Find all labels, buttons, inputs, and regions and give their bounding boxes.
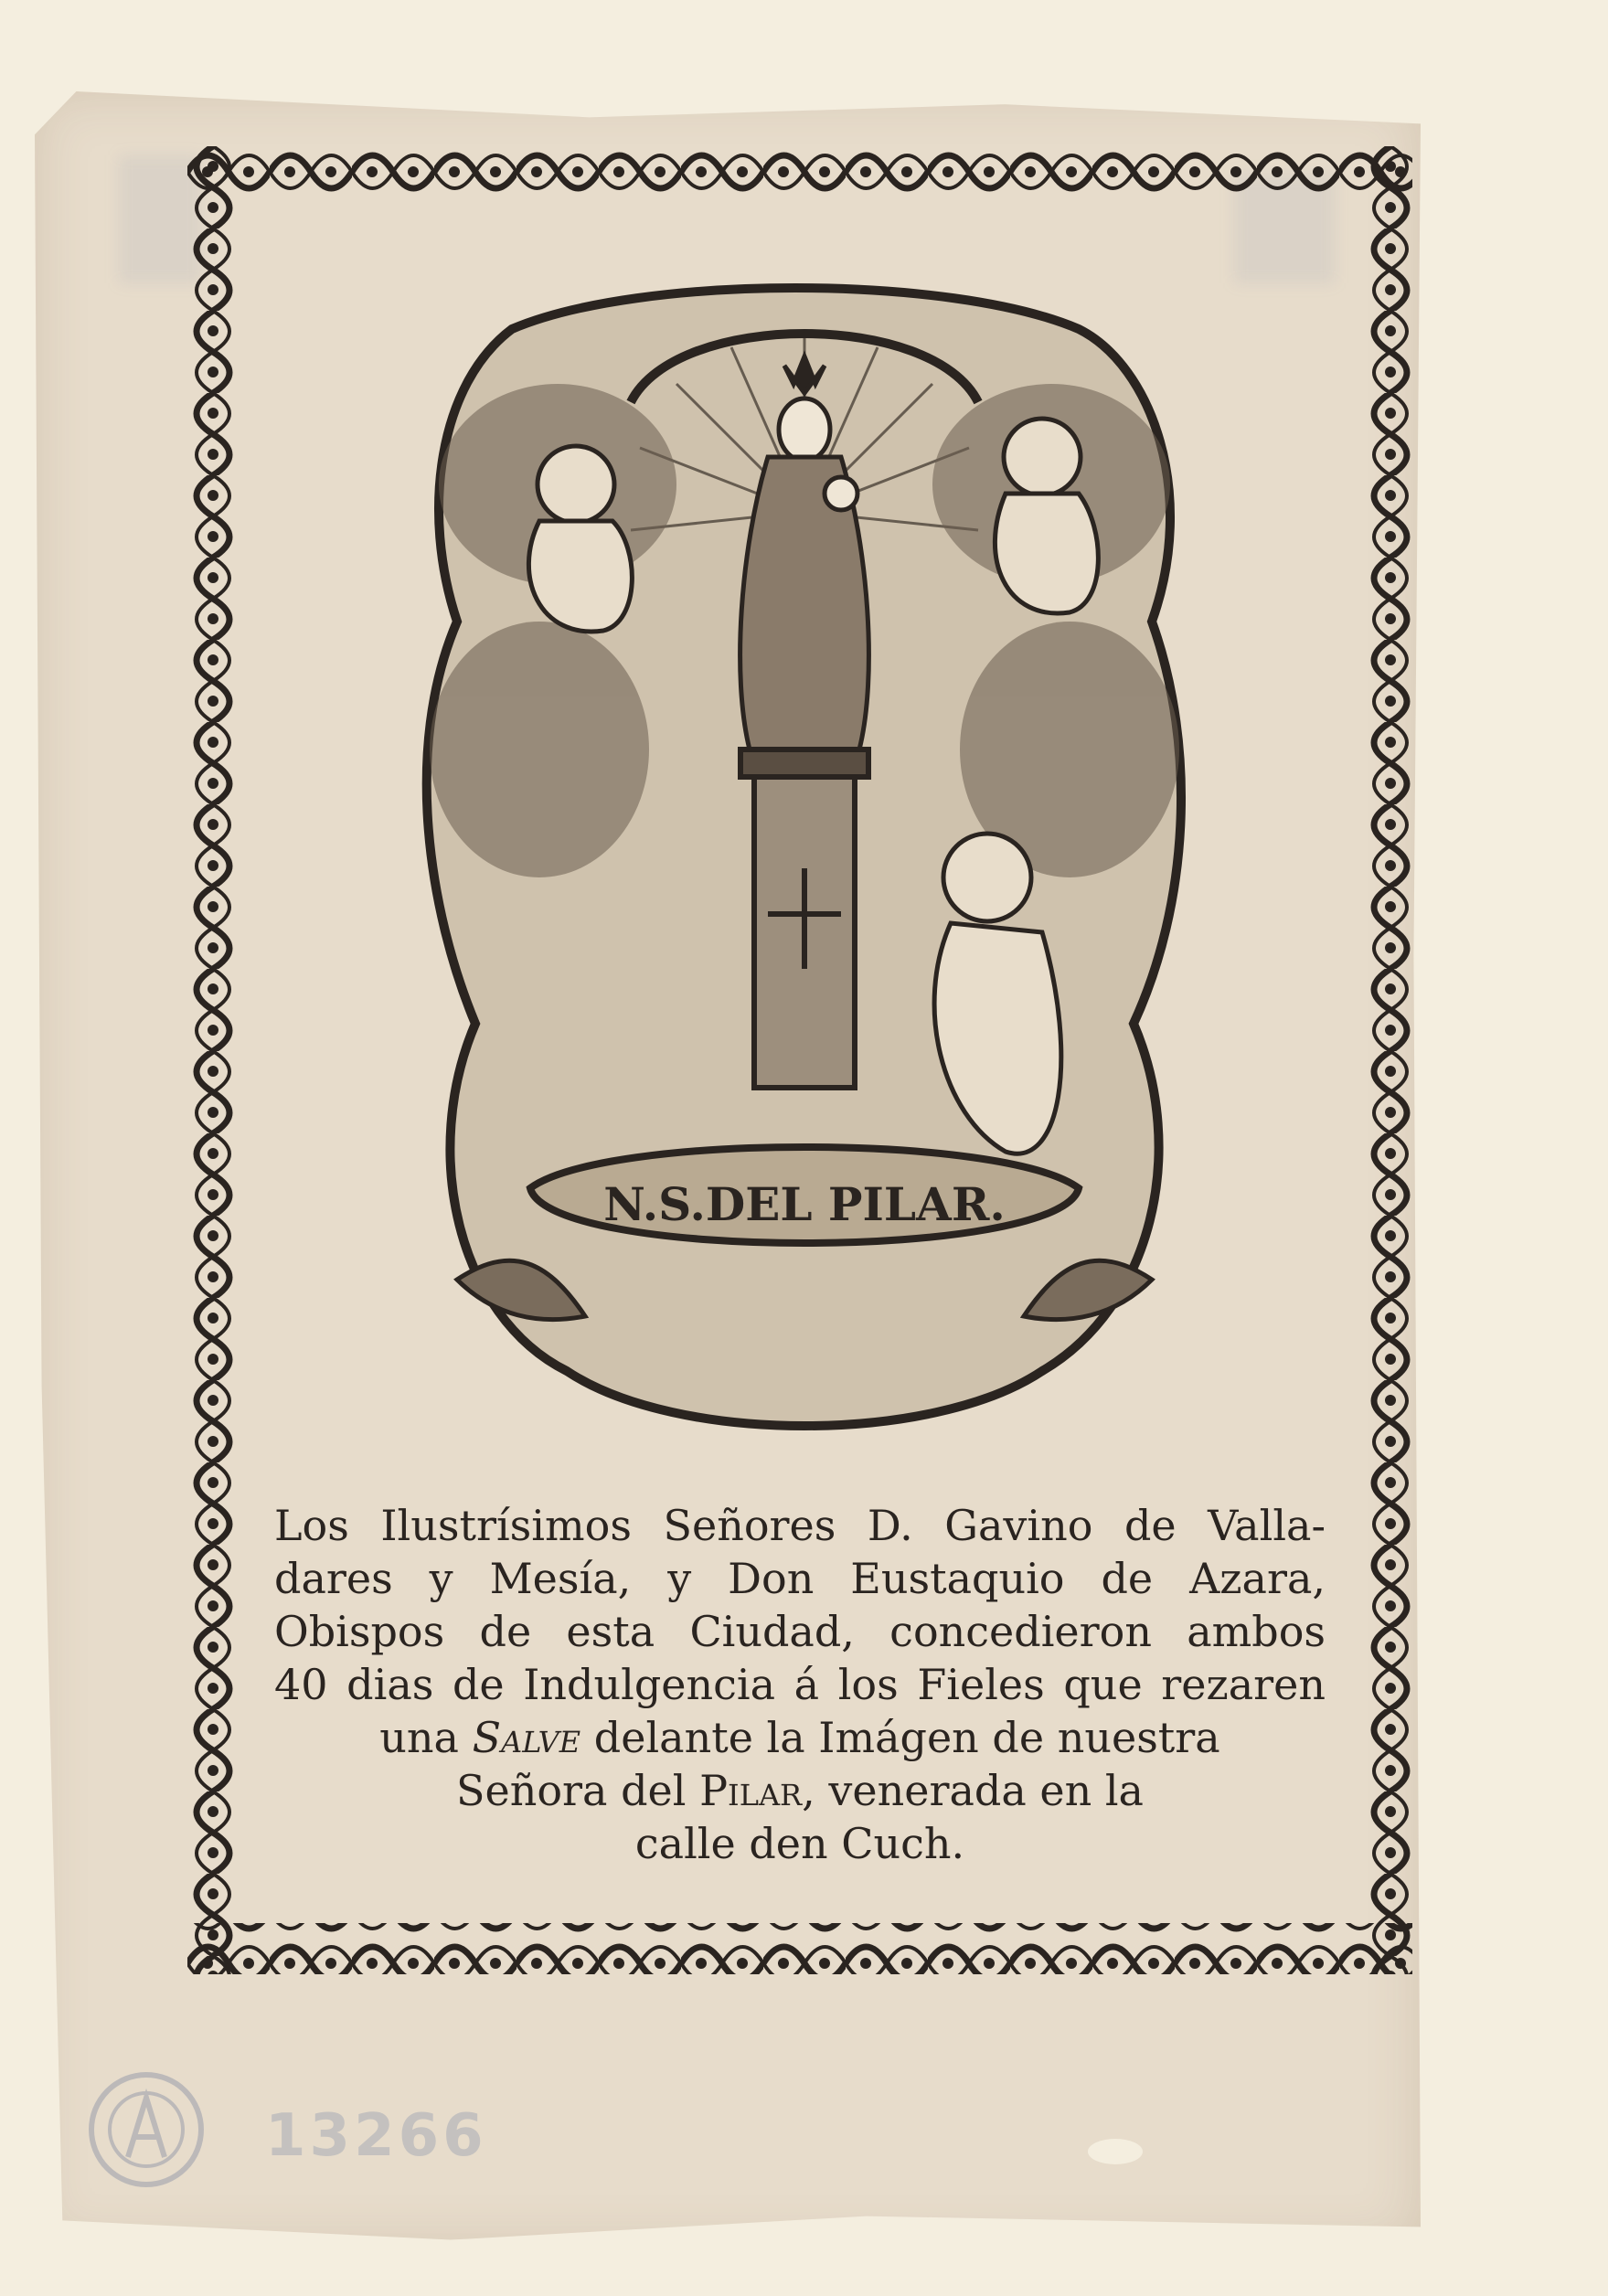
salve-word: Salve	[472, 1713, 581, 1762]
text-line: 40 dias de Indulgencia á los Fieles que rezaren	[274, 1660, 1326, 1709]
text-line: Los Ilustrísimos Señores D. Gavino de Valla-	[274, 1501, 1326, 1550]
text-segment: Señora del	[456, 1766, 700, 1815]
pilar-word: Pilar	[699, 1766, 803, 1815]
text-line: Obispos de esta Ciudad, concedieron ambos	[274, 1607, 1326, 1656]
text-segment: una	[379, 1713, 473, 1762]
text-line: calle den Cuch.	[634, 1819, 965, 1868]
text-line	[274, 1711, 1326, 1764]
indulgence-text	[274, 1499, 1326, 1870]
virgin-of-pilar-woodcut-icon	[402, 274, 1207, 1462]
text-line	[274, 1764, 1326, 1817]
text-segment: delante la Imágen de nuestra	[580, 1713, 1220, 1762]
text-segment: , venerada en la	[802, 1766, 1144, 1815]
paper-tear	[1088, 2139, 1143, 2164]
inventory-number: 13266	[265, 2102, 487, 2170]
engraving-caption: N.S.DEL PILAR.	[603, 1177, 1006, 1231]
text-line: dares y Mesía, y Don Eustaquio de Azara,	[274, 1554, 1326, 1603]
